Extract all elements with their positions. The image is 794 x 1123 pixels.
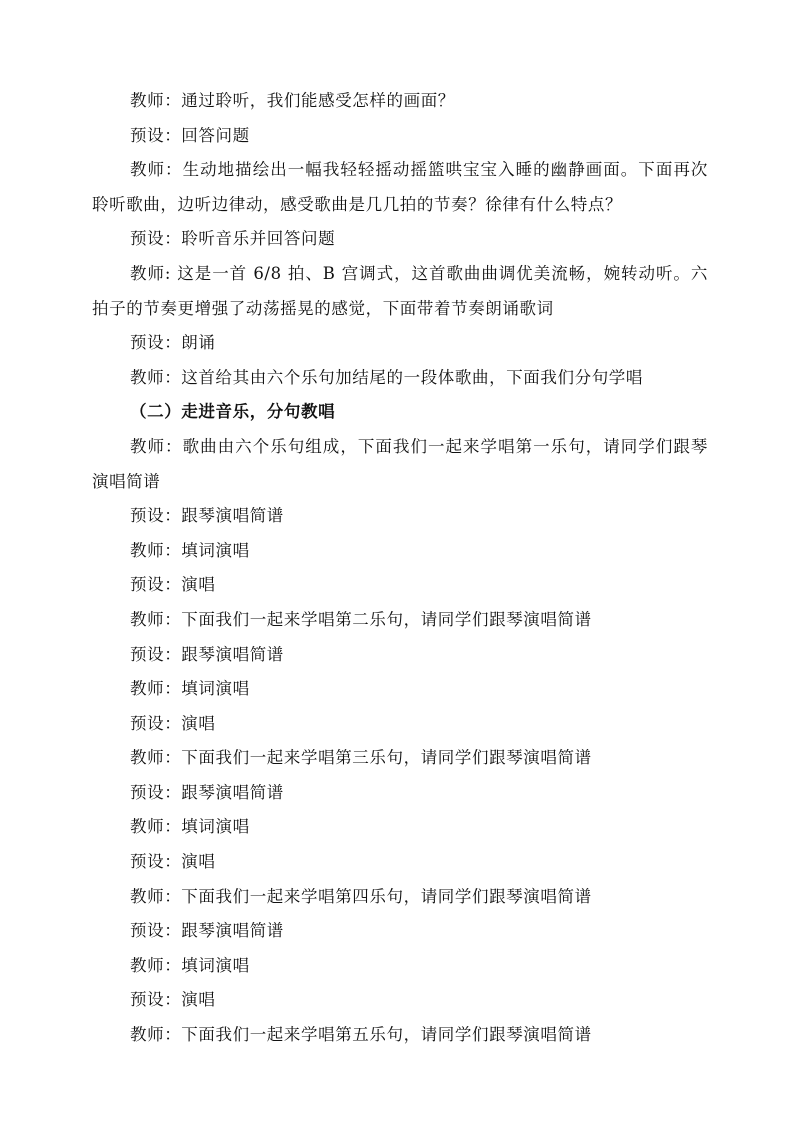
paragraph: 教师：填词演唱 bbox=[130, 540, 250, 560]
paragraph: 预设：演唱 bbox=[130, 575, 216, 595]
paragraph: 教师：下面我们一起来学唱第三乐句，请同学们跟琴演唱简谱 bbox=[130, 748, 592, 768]
paragraph: 教师：歌曲由六个乐句组成，下面我们一起来学唱第一乐句，请同学们跟琴演唱简谱 bbox=[92, 436, 708, 491]
paragraph: 教师: 这是一首 6/8 拍、B 宫调式，这首歌曲曲调优美流畅，婉转动听。六拍子的节奏更增强了动荡摇晃的感觉，下面带着节奏朗诵歌词 bbox=[92, 263, 708, 318]
paragraph: 预设：演唱 bbox=[130, 990, 216, 1010]
paragraph: 预设：演唱 bbox=[130, 713, 216, 733]
paragraph: 教师：下面我们一起来学唱第四乐句，请同学们跟琴演唱简谱 bbox=[130, 886, 592, 906]
paragraph: 教师：填词演唱 bbox=[130, 679, 250, 699]
section-heading: （二）走进音乐，分句教唱 bbox=[130, 402, 336, 422]
document-body bbox=[92, 84, 708, 1053]
paragraph: 教师：填词演唱 bbox=[130, 817, 250, 837]
paragraph: 教师：通过聆听，我们能感受怎样的画面？ bbox=[130, 91, 455, 110]
paragraph: 教师：下面我们一起来学唱第二乐句，请同学们跟琴演唱简谱 bbox=[130, 609, 592, 629]
paragraph: 教师：这首给其由六个乐句加结尾的一段体歌曲，下面我们分句学唱 bbox=[130, 367, 643, 387]
paragraph: 教师：生动地描绘出一幅我轻轻摇动摇篮哄宝宝入睡的幽静画面。下面再次聆听歌曲，边听边律动，感受歌曲是几几拍的节奏？徐律有什么特点？ bbox=[92, 160, 708, 214]
paragraph: 预设：跟琴演唱简谱 bbox=[130, 506, 284, 526]
paragraph: 教师：填词演唱 bbox=[130, 955, 250, 975]
paragraph: 预设：聆听音乐并回答问题 bbox=[130, 229, 336, 249]
paragraph: 预设：跟琴演唱简谱 bbox=[130, 782, 284, 802]
paragraph: 预设：演唱 bbox=[130, 852, 216, 872]
paragraph: 预设：朗诵 bbox=[130, 333, 216, 353]
paragraph: 预设：跟琴演唱简谱 bbox=[130, 644, 284, 664]
paragraph: 预设：回答问题 bbox=[130, 125, 250, 145]
paragraph: 教师：下面我们一起来学唱第五乐句，请同学们跟琴演唱简谱 bbox=[130, 1025, 592, 1045]
paragraph: 预设：跟琴演唱简谱 bbox=[130, 921, 284, 941]
